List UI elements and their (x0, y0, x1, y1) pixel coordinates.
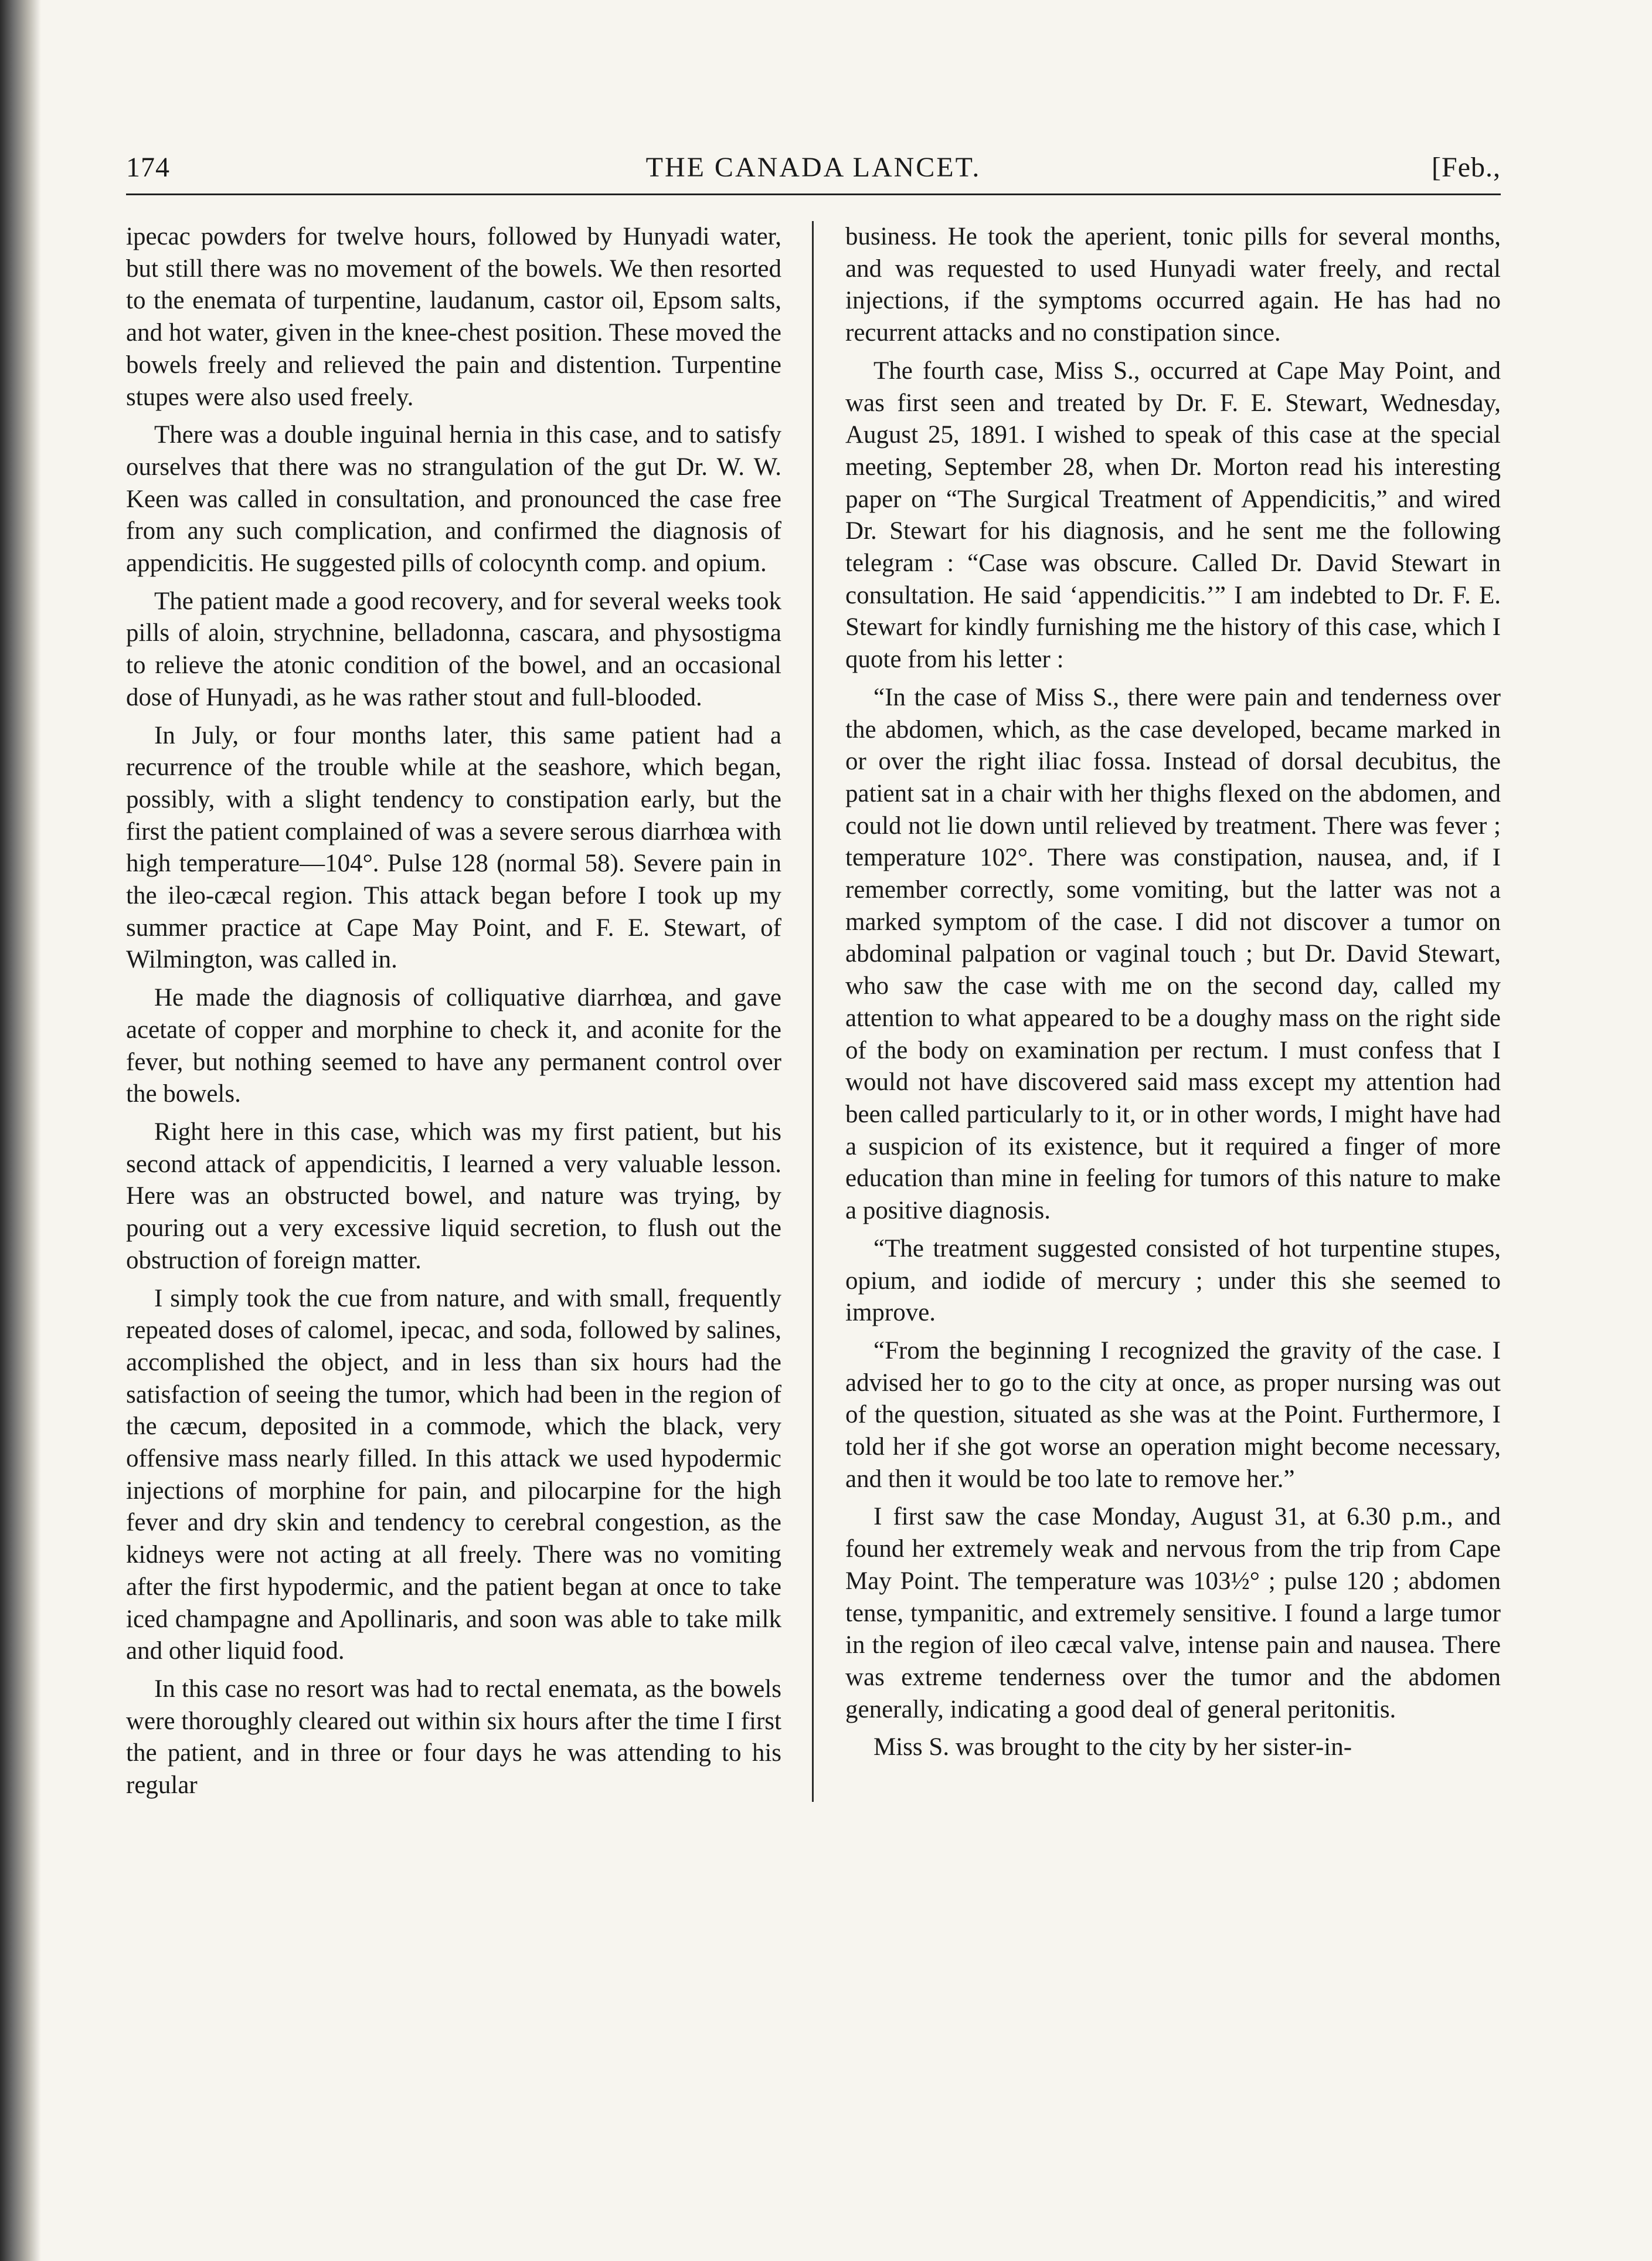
paragraph: Right here in this case, which was my first patient, but his second attack of appendicitis, I learned a very valuable lesson. Here was an obstructed bowel, and nature was trying, by pouring out a very excessive liquid secretion, to flush out the obstruction of foreign matter. (126, 1118, 781, 1274)
left-column (126, 221, 781, 1802)
column-divider-rule (812, 221, 814, 1802)
running-header (126, 141, 1501, 193)
running-month: [Feb., (1432, 152, 1501, 183)
paragraph: In July, or four months later, this same patient had a recurrence of the trouble while at the seashore, which began, possibly, with a slight tendency to constipation early, but the first the patient complained of was a severe serous diarrhœa with high temperature—104°. Pulse 128 (normal 58). Severe pain in the ileo-cæcal region. This attack began before I took up my summer practice at Cape May Point, and F. E. Stewart, of Wilmington, was called in. (126, 721, 781, 974)
paragraph: I first saw the case Monday, August 31, at 6.30 p.m., and found her extremely weak and nervous from the trip from Cape May Point. The temperature was 103½° ; pulse 120 ; abdomen tense, tympanitic, and extremely sensitive. I found a large tumor in the region of ileo cæcal valve, intense pain and nausea. There was extreme tenderness over the tumor and the abdomen generally, indicating a good deal of general peritonitis. (845, 1503, 1501, 1723)
header-rule (126, 193, 1501, 195)
page-number: 174 (126, 152, 170, 183)
paragraph: In this case no resort was had to rectal enemata, as the bowels were thoroughly cleared out within six hours after the time I first the patient, and in three or four days he was attending to his regular (126, 1675, 781, 1800)
column-gutter (781, 221, 845, 1802)
paragraph: business. He took the aperient, tonic pills for several months, and was requested to used Hunyadi water freely, and rectal injections, if the symptoms occurred again. He has had no recurrent attacks and no constipation since. (845, 223, 1501, 347)
paragraph: The patient made a good recovery, and for several weeks took pills of aloin, strychnine, belladonna, cascara, and physostigma to relieve the atonic condition of the bowel, and an occasional dose of Hunyadi, as he was rather stout and full-blooded. (126, 587, 781, 711)
book-binding-edge (0, 0, 41, 2261)
paragraph: The fourth case, Miss S., occurred at Cape May Point, and was first seen and treated by Dr. F. E. Stewart, Wednesday, August 25, 1891. I wished to speak of this case at the special meeting, September 28, when Dr. Morton read his interesting paper on “The Surgical Treatment of Appendicitis,” and wired Dr. Stewart for his diagnosis, and he sent me the following telegram : “Case was obscure. Called Dr. David Stewart in consultation. He said ‘appendicitis.’” I am indebted to Dr. F. E. Stewart for kindly furnishing me the history of this case, which I quote from his letter : (845, 357, 1501, 674)
journal-title: THE CANADA LANCET. (645, 152, 981, 183)
journal-page (126, 141, 1501, 1802)
paragraph: There was a double inguinal hernia in this case, and to satisfy ourselves that there was no strangulation of the gut Dr. W. W. Keen was called in consultation, and pronounced the case free from any such complication, and confirmed the diagnosis of appendicitis. He suggested pills of colocynth comp. and opium. (126, 421, 781, 578)
paragraph: I simply took the cue from nature, and with small, frequently repeated doses of calomel, ipecac, and soda, followed by salines, accomplished the object, and in less than six hours had the satisfaction of seeing the tumor, which had been in the region of the cæcum, deposited in a commode, which the black, very offensive mass nearly filled. In this attack we used hypodermic injections of morphine for pain, and pilocarpine for the high fever and dry skin and tendency to cerebral congestion, as the kidneys were not acting at all freely. There was no vomiting after the first hypodermic, and the patient began at once to take iced champagne and Apollinaris, and soon was able to take milk and other liquid food. (126, 1284, 781, 1665)
paragraph: “In the case of Miss S., there were pain and tenderness over the abdomen, which, as the case developed, became marked in or over the right iliac fossa. Instead of dorsal decubitus, the patient sat in a chair with her thighs flexed on the abdomen, and could not lie down until relieved by treatment. There was fever ; temperature 102°. There was constipation, nausea, and, if I remember correctly, some vomiting, but the latter was not a marked symptom of the case. I did not discover a tumor on abdominal palpation or vaginal touch ; but Dr. David Stewart, who saw the case with me on the second day, called my attention to what appeared to be a doughy mass on the right side of the body on examination per rectum. I must confess that I would not have discovered said mass except my attention had been called particularly to it, or in other words, I might have had a suspicion of its existence, but it required a finger of more education than mine in feeling for tumors of this nature to make a positive diagnosis. (845, 683, 1501, 1225)
paragraph: He made the diagnosis of colliquative diarrhœa, and gave acetate of copper and morphine to check it, and aconite for the fever, but nothing seemed to have any permanent control over the bowels. (126, 984, 781, 1108)
two-column-body (126, 221, 1501, 1802)
paragraph: “From the beginning I recognized the gravity of the case. I advised her to go to the city at once, as proper nursing was out of the question, situated as she was at the Point. Furthermore, I told her if she got worse an operation might become necessary, and then it would be too late to remove her.” (845, 1336, 1501, 1493)
right-column (845, 221, 1501, 1802)
paragraph: Miss S. was brought to the city by her sister-in- (873, 1733, 1352, 1761)
paragraph: ipecac powders for twelve hours, followed by Hunyadi water, but still there was no movement of the bowels. We then resorted to the enemata of turpentine, laudanum, castor oil, Epsom salts, and hot water, given in the knee-chest position. These moved the bowels freely and relieved the pain and distention. Turpentine stupes were also used freely. (126, 223, 781, 411)
paragraph: “The treatment suggested consisted of hot turpentine stupes, opium, and iodide of mercury ; under this she seemed to improve. (845, 1234, 1501, 1327)
